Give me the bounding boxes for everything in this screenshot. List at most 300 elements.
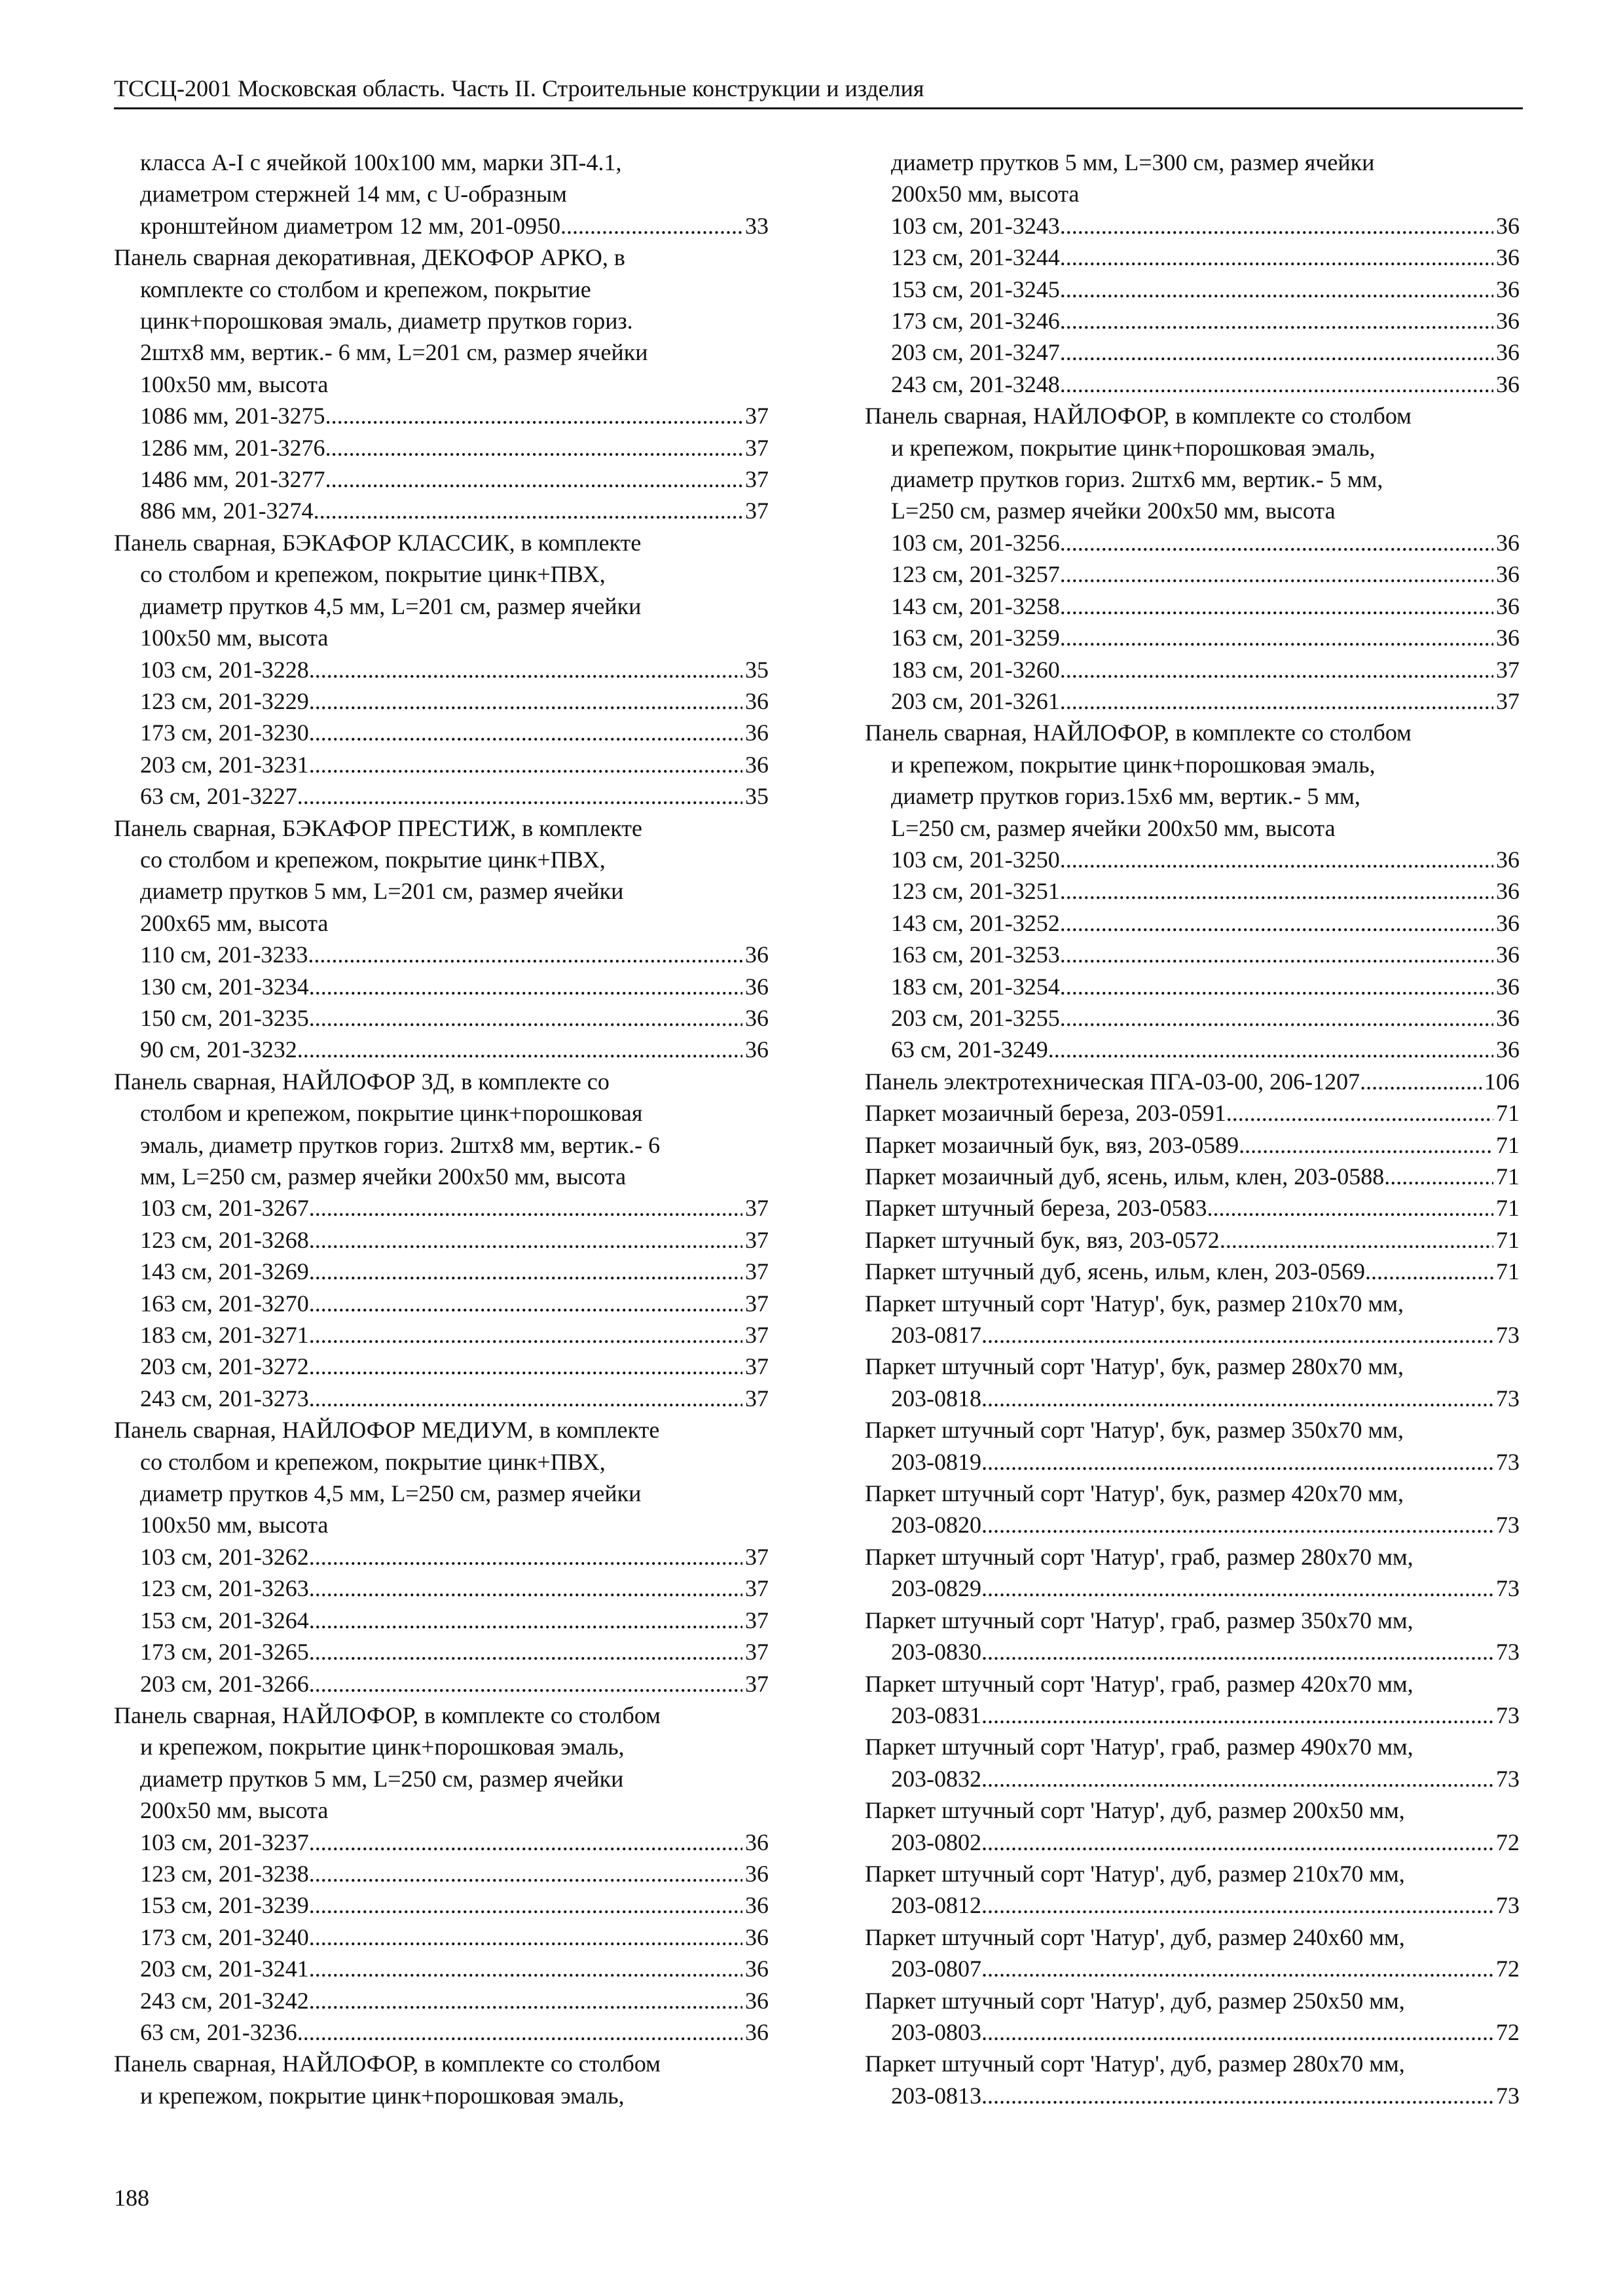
- dot-leader: [1060, 622, 1493, 653]
- entry-text-line: 200х65 мм, высота: [140, 909, 329, 936]
- sub-entry-label: 123 см, 201-3263: [140, 1575, 309, 1602]
- sub-entry: [114, 1288, 769, 1319]
- sub-entry: [114, 1224, 769, 1256]
- entry-leader-line: [865, 1827, 1520, 1858]
- page-reference: 37: [1496, 687, 1520, 714]
- dot-leader: [1060, 971, 1493, 1002]
- sub-entry-label: 123 см, 201-3229: [140, 687, 309, 714]
- entry-label: 203-0831: [891, 1702, 981, 1728]
- dot-leader: [1239, 1129, 1493, 1161]
- sub-entry: [114, 1605, 769, 1636]
- page-reference: 33: [745, 212, 769, 239]
- sub-entry-label: 203 см, 201-3261: [891, 687, 1060, 714]
- entry-text-line: Паркет штучный сорт 'Натур', дуб, размер 210х70 мм,: [865, 1860, 1405, 1887]
- entry-leader-line: [865, 2016, 1520, 2048]
- sub-entry-label: 123 см, 201-3268: [140, 1226, 309, 1253]
- sub-entry: [114, 1383, 769, 1414]
- page-reference: 37: [745, 1258, 769, 1285]
- index-entry: [865, 1795, 1520, 1858]
- entry-text-line: со столбом и крепежом, покрытие цинк+ПВХ,: [140, 1448, 606, 1475]
- entry-leader-line: [865, 1383, 1520, 1414]
- dot-leader: [309, 1288, 742, 1319]
- dot-leader: [309, 1383, 742, 1414]
- page-reference: 106: [1484, 1068, 1520, 1095]
- entry-text-line: диаметр прутков 5 мм, L=201 см, размер ячейки: [140, 878, 624, 905]
- sub-entry-label: 183 см, 201-3260: [891, 656, 1060, 683]
- entry-text-line: эмаль, диаметр прутков гориз. 2штх8 мм, вертик.- 6: [140, 1131, 661, 1158]
- entry-text-line: Паркет штучный сорт 'Натур', граб, размер 490х70 мм,: [865, 1734, 1413, 1760]
- sub-entry-label: 103 см, 201-3267: [140, 1195, 309, 1222]
- sub-entry-label: 150 см, 201-3235: [140, 1004, 309, 1031]
- sub-entry-label: 143 см, 201-3258: [891, 592, 1060, 619]
- page-reference: 36: [1496, 973, 1520, 1000]
- page-reference: 71: [1496, 1163, 1520, 1190]
- entry-label: Паркет штучный береза, 203-0583: [865, 1195, 1207, 1222]
- index-entry: [865, 1731, 1520, 1795]
- entry-text-line: Паркет штучный сорт 'Натур', бук, размер 350х70 мм,: [865, 1417, 1404, 1444]
- entry-text-line: 100х50 мм, высота: [140, 625, 329, 651]
- sub-entry-label: 103 см, 201-3228: [140, 656, 309, 683]
- page-reference: 36: [1496, 529, 1520, 556]
- page-reference: 36: [745, 2018, 769, 2045]
- sub-entry: [865, 369, 1520, 400]
- dot-leader: [1060, 369, 1493, 400]
- page-reference: 73: [1496, 1385, 1520, 1412]
- sub-entry-label: 103 см, 201-3262: [140, 1543, 309, 1570]
- page-reference: 36: [745, 1987, 769, 2014]
- sub-entry: [865, 685, 1520, 717]
- dot-leader: [309, 1541, 742, 1573]
- dot-leader: [309, 1224, 742, 1256]
- dot-leader: [560, 210, 742, 242]
- page-reference: 73: [1496, 1575, 1520, 1602]
- page-reference: 36: [745, 1923, 769, 1950]
- entry-text-line: диаметр прутков 5 мм, L=250 см, размер ячейки: [140, 1765, 624, 1792]
- sub-entry-label: 110 см, 201-3233: [140, 941, 308, 968]
- sub-entry: [865, 591, 1520, 622]
- sub-entry: [865, 558, 1520, 590]
- dot-leader: [981, 1827, 1493, 1858]
- page-reference: 36: [745, 1860, 769, 1887]
- dot-leader: [309, 1192, 742, 1224]
- dot-leader: [1060, 844, 1493, 875]
- page-reference: 37: [745, 466, 769, 493]
- entry-text-line: Паркет штучный сорт 'Натур', бук, размер 420х70 мм,: [865, 1480, 1404, 1507]
- page-reference: 73: [1496, 1639, 1520, 1666]
- sub-entry-label: 143 см, 201-3269: [140, 1258, 309, 1285]
- sub-entry: [114, 1573, 769, 1604]
- page-reference: 73: [1496, 1765, 1520, 1792]
- page-reference: 36: [1496, 878, 1520, 905]
- sub-entry: [114, 1034, 769, 1065]
- page-reference: 36: [1496, 339, 1520, 366]
- page-reference: 36: [1496, 592, 1520, 619]
- index-entry: [865, 1478, 1520, 1541]
- dot-leader: [1060, 305, 1493, 337]
- dot-leader: [981, 1509, 1493, 1540]
- sub-entry: [865, 527, 1520, 558]
- sub-entry-label: 163 см, 201-3259: [891, 625, 1060, 651]
- dot-leader: [1060, 558, 1493, 590]
- sub-entry-label: 63 см, 201-3227: [140, 783, 297, 810]
- dot-leader: [981, 1953, 1493, 1984]
- entry-text-line: диаметр прутков 5 мм, L=300 см, размер ячейки: [891, 149, 1375, 175]
- entry-label: 203-0818: [891, 1385, 981, 1412]
- page-reference: 36: [1496, 212, 1520, 239]
- page-reference: 36: [745, 1036, 769, 1063]
- dot-leader: [1060, 1002, 1493, 1034]
- page-reference: 37: [745, 1322, 769, 1349]
- sub-entry-label: 243 см, 201-3248: [891, 371, 1060, 397]
- entry-text-line: диаметр прутков 4,5 мм, L=250 см, размер ячейки: [140, 1480, 642, 1507]
- page-reference: 37: [1496, 656, 1520, 683]
- dot-leader: [1060, 654, 1493, 685]
- index-entry: [114, 1066, 769, 1414]
- page-reference: 72: [1496, 1829, 1520, 1855]
- page-reference: 73: [1496, 1892, 1520, 1919]
- dot-leader: [1060, 907, 1493, 939]
- index-entry: [865, 1605, 1520, 1668]
- dot-leader: [981, 1763, 1493, 1795]
- entry-text-line: и крепежом, покрытие цинк+порошковая эмаль,: [891, 434, 1376, 461]
- index-entry: [114, 527, 769, 812]
- entry-text-line: класса А-I с ячейкой 100х100 мм, марки ЗП-4.1,: [140, 149, 622, 175]
- entry-label: кронштейном диаметром 12 мм, 201-0950: [140, 212, 560, 239]
- dot-leader: [325, 400, 742, 431]
- dot-leader: [309, 685, 742, 717]
- sub-entry-label: 143 см, 201-3252: [891, 909, 1060, 936]
- dot-leader: [325, 432, 742, 464]
- dot-leader: [325, 464, 742, 495]
- sub-entry-label: 130 см, 201-3234: [140, 973, 309, 1000]
- entry-label: 203-0830: [891, 1639, 981, 1666]
- index-entry: [865, 1288, 1520, 1351]
- page-reference: 35: [745, 656, 769, 683]
- entry-leader-line: [114, 210, 769, 242]
- page-reference: 36: [1496, 276, 1520, 302]
- entry-text-line: Паркет штучный сорт 'Натур', граб, размер 420х70 мм,: [865, 1670, 1413, 1697]
- sub-entry: [114, 495, 769, 526]
- entry-label: Паркет штучный дуб, ясень, ильм, клен, 203-0569: [865, 1258, 1365, 1285]
- entry-text-line: столбом и крепежом, покрытие цинк+порошковая: [140, 1100, 643, 1127]
- sub-entry-label: 203 см, 201-3272: [140, 1353, 309, 1380]
- dot-leader: [1060, 242, 1493, 273]
- sub-entry: [865, 1034, 1520, 1065]
- sub-entry-label: 103 см, 201-3256: [891, 529, 1060, 556]
- page-reference: 36: [1496, 308, 1520, 335]
- sub-entry-label: 63 см, 201-3249: [891, 1036, 1048, 1063]
- entry-text-line: Паркет штучный сорт 'Натур', дуб, размер 250х50 мм,: [865, 1987, 1405, 2014]
- sub-entry-label: 153 см, 201-3239: [140, 1892, 309, 1919]
- dot-leader: [1220, 1224, 1493, 1256]
- sub-entry-label: 203 см, 201-3231: [140, 751, 309, 778]
- page-reference: 37: [745, 1290, 769, 1317]
- dot-leader: [309, 1858, 742, 1889]
- sub-entry: [114, 464, 769, 495]
- entry-leader-line: [865, 1573, 1520, 1604]
- page-reference: 36: [745, 1004, 769, 1031]
- page-reference: 36: [1496, 909, 1520, 936]
- dot-leader: [309, 1985, 742, 2016]
- entry-label: Панель электротехническая ПГА-03-00, 206-1207: [865, 1068, 1360, 1095]
- entry-text-line: Панель сварная, БЭКАФОР КЛАССИК, в комплекте: [114, 529, 642, 556]
- index-entry: [865, 1541, 1520, 1605]
- dot-leader: [309, 654, 742, 685]
- dot-leader: [308, 939, 742, 970]
- sub-entry-label: 123 см, 201-3238: [140, 1860, 309, 1887]
- sub-entry: [114, 971, 769, 1002]
- page-reference: 72: [1496, 1956, 1520, 1982]
- entry-leader-line: [865, 1256, 1520, 1287]
- sub-entry: [114, 1256, 769, 1287]
- entry-text-line: мм, L=250 см, размер ячейки 200х50 мм, высота: [140, 1163, 627, 1190]
- sub-entry: [114, 432, 769, 464]
- entry-leader-line: [865, 1224, 1520, 1256]
- entry-text-line: Паркет штучный сорт 'Натур', дуб, размер 280х70 мм,: [865, 2050, 1405, 2077]
- entry-leader-line: [865, 1066, 1520, 1097]
- sub-entry-label: 243 см, 201-3242: [140, 1987, 309, 2014]
- sub-entry: [865, 875, 1520, 907]
- entry-text-line: L=250 см, размер ячейки 200х50 мм, высота: [891, 814, 1336, 841]
- dot-leader: [981, 2016, 1493, 2048]
- entry-label: 203-0820: [891, 1512, 981, 1539]
- entry-label: Паркет штучный бук, вяз, 203-0572: [865, 1226, 1220, 1253]
- sub-entry: [114, 1827, 769, 1858]
- sub-entry-label: 183 см, 201-3271: [140, 1322, 309, 1349]
- dot-leader: [1060, 685, 1493, 717]
- page-reference: 36: [745, 720, 769, 746]
- dot-leader: [309, 1605, 742, 1636]
- sub-entry-label: 173 см, 201-3246: [891, 308, 1060, 335]
- dot-leader: [309, 749, 742, 780]
- dot-leader: [1360, 1066, 1482, 1097]
- page-reference: 37: [745, 1670, 769, 1697]
- page-reference: 36: [1496, 1004, 1520, 1031]
- entry-label: 203-0829: [891, 1575, 981, 1602]
- sub-entry: [114, 1541, 769, 1573]
- dot-leader: [981, 1319, 1493, 1351]
- dot-leader: [1048, 1034, 1493, 1065]
- entry-leader-line: [865, 1700, 1520, 1731]
- index-entry: [865, 1161, 1520, 1192]
- entry-label: 203-0813: [891, 2082, 981, 2109]
- sub-entry: [114, 1858, 769, 1889]
- entry-text-line: 200х50 мм, высота: [140, 1797, 329, 1824]
- sub-entry-label: 243 см, 201-3273: [140, 1385, 309, 1412]
- sub-entry: [114, 749, 769, 780]
- page-reference: 71: [1496, 1100, 1520, 1127]
- page-reference: 36: [1496, 371, 1520, 397]
- page-reference: 71: [1496, 1195, 1520, 1222]
- page-reference: 73: [1496, 1702, 1520, 1728]
- entry-text-line: Паркет штучный сорт 'Натур', дуб, размер 200х50 мм,: [865, 1797, 1405, 1824]
- index-entry: [865, 1351, 1520, 1414]
- index-entry: [865, 2048, 1520, 2111]
- page-reference: 36: [745, 1956, 769, 1982]
- index-entry: [865, 1224, 1520, 1256]
- index-entry: [865, 1097, 1520, 1129]
- index-entry: [865, 1858, 1520, 1922]
- entry-leader-line: [865, 1129, 1520, 1161]
- sub-entry-label: 886 мм, 201-3274: [140, 498, 314, 524]
- entry-text-line: Паркет штучный сорт 'Натур', бук, размер 280х70 мм,: [865, 1353, 1404, 1380]
- dot-leader: [309, 1319, 742, 1351]
- index-entry: [865, 147, 1520, 400]
- sub-entry: [114, 1922, 769, 1953]
- entry-leader-line: [865, 1763, 1520, 1795]
- entry-text-line: L=250 см, размер ячейки 200х50 мм, высота: [891, 498, 1336, 524]
- dot-leader: [1060, 527, 1493, 558]
- entry-text-line: Панель сварная, НАЙЛОФОР, в комплекте со столбом: [865, 403, 1412, 429]
- dot-leader: [1207, 1192, 1493, 1224]
- page-reference: 37: [745, 403, 769, 429]
- sub-entry: [865, 337, 1520, 368]
- sub-entry: [114, 2016, 769, 2048]
- entry-text-line: и крепежом, покрытие цинк+порошковая эмаль,: [891, 751, 1376, 778]
- entry-text-line: Паркет штучный сорт 'Натур', граб, размер 280х70 мм,: [865, 1543, 1413, 1570]
- entry-label: 203-0819: [891, 1448, 981, 1475]
- entry-text-line: 2штх8 мм, вертик.- 6 мм, L=201 см, размер ячейки: [140, 339, 648, 366]
- dot-leader: [309, 971, 742, 1002]
- page-reference: 36: [1496, 625, 1520, 651]
- sub-entry: [865, 844, 1520, 875]
- dot-leader: [309, 1953, 742, 1984]
- index-entry: [114, 147, 769, 242]
- page-reference: 73: [1496, 1512, 1520, 1539]
- entry-text-line: 200х50 мм, высота: [891, 181, 1080, 208]
- page-reference: 37: [745, 1607, 769, 1633]
- entry-text-line: Панель сварная, НАЙЛОФОР, в комплекте со столбом: [865, 720, 1412, 746]
- page-reference: 36: [745, 941, 769, 968]
- page-reference: 71: [1496, 1131, 1520, 1158]
- dot-leader: [314, 495, 742, 526]
- dot-leader: [1365, 1256, 1493, 1287]
- entry-text-line: Панель сварная, НАЙЛОФОР 3Д, в комплекте со: [114, 1068, 610, 1095]
- dot-leader: [297, 780, 742, 812]
- page-reference: 36: [1496, 846, 1520, 873]
- index-entry: [865, 1922, 1520, 1985]
- page-reference: 37: [745, 1575, 769, 1602]
- sub-entry-label: 203 см, 201-3266: [140, 1670, 309, 1697]
- sub-entry-label: 153 см, 201-3245: [891, 276, 1060, 302]
- page-reference: 71: [1496, 1226, 1520, 1253]
- dot-leader: [1060, 274, 1493, 305]
- sub-entry: [114, 717, 769, 748]
- sub-entry-label: 203 см, 201-3247: [891, 339, 1060, 366]
- sub-entry: [865, 654, 1520, 685]
- sub-entry: [865, 274, 1520, 305]
- page-reference: 73: [1496, 1448, 1520, 1475]
- sub-entry: [114, 1668, 769, 1700]
- dot-leader: [309, 1922, 742, 1953]
- entry-text-line: Панель сварная, НАЙЛОФОР МЕДИУМ, в комплекте: [114, 1417, 660, 1444]
- page-reference: 72: [1496, 2018, 1520, 2045]
- sub-entry-label: 1486 мм, 201-3277: [140, 466, 325, 493]
- sub-entry-label: 90 см, 201-3232: [140, 1036, 297, 1063]
- dot-leader: [1060, 875, 1493, 907]
- page-number: 188: [114, 2185, 149, 2211]
- index-entry: [865, 1192, 1520, 1224]
- sub-entry-label: 123 см, 201-3251: [891, 878, 1060, 905]
- sub-entry-label: 173 см, 201-3265: [140, 1639, 309, 1666]
- sub-entry: [114, 1002, 769, 1034]
- page-reference: 37: [745, 1639, 769, 1666]
- dot-leader: [1060, 591, 1493, 622]
- entry-text-line: со столбом и крепежом, покрытие цинк+ПВХ,: [140, 561, 606, 588]
- entry-text-line: Панель сварная, БЭКАФОР ПРЕСТИЖ, в комплекте: [114, 814, 642, 841]
- sub-entry: [865, 622, 1520, 653]
- entry-text-line: Паркет штучный сорт 'Натур', бук, размер 210х70 мм,: [865, 1290, 1404, 1317]
- sub-entry: [865, 242, 1520, 273]
- dot-leader: [309, 1351, 742, 1382]
- entry-text-line: 100х50 мм, высота: [140, 1512, 329, 1539]
- index-entry: [114, 1414, 769, 1700]
- sub-entry-label: 123 см, 201-3244: [891, 244, 1060, 271]
- page-reference: 36: [1496, 561, 1520, 588]
- sub-entry: [865, 210, 1520, 242]
- sub-entry-label: 153 см, 201-3264: [140, 1607, 309, 1633]
- index-entry: [865, 1129, 1520, 1161]
- page-reference: 36: [745, 1892, 769, 1919]
- index-entry: [865, 1066, 1520, 1097]
- page-reference: 37: [745, 1353, 769, 1380]
- entry-label: 203-0802: [891, 1829, 981, 1855]
- page-reference: 35: [745, 783, 769, 810]
- sub-entry: [865, 971, 1520, 1002]
- page-reference: 73: [1496, 2082, 1520, 2109]
- entry-leader-line: [865, 2080, 1520, 2111]
- sub-entry-label: 103 см, 201-3243: [891, 212, 1060, 239]
- page-reference: 36: [1496, 244, 1520, 271]
- entry-text-line: диаметром стержней 14 мм, с U-образным: [140, 181, 567, 208]
- sub-entry: [865, 1002, 1520, 1034]
- sub-entry-label: 123 см, 201-3257: [891, 561, 1060, 588]
- entry-text-line: диаметр прутков гориз. 2штх6 мм, вертик.- 5 мм,: [891, 466, 1383, 493]
- sub-entry: [114, 780, 769, 812]
- entry-text-line: и крепежом, покрытие цинк+порошковая эмаль,: [140, 1734, 625, 1760]
- entry-label: Паркет мозаичный бук, вяз, 203-0589: [865, 1131, 1239, 1158]
- dot-leader: [981, 1573, 1493, 1604]
- page-reference: 37: [745, 1195, 769, 1222]
- entry-text-line: Панель сварная, НАЙЛОФОР, в комплекте со столбом: [114, 1702, 661, 1728]
- entry-label: 203-0832: [891, 1765, 981, 1792]
- index-entry: [865, 717, 1520, 1065]
- entry-text-line: диаметр прутков 4,5 мм, L=201 см, размер ячейки: [140, 592, 642, 619]
- entry-text-line: со столбом и крепежом, покрытие цинк+ПВХ,: [140, 846, 606, 873]
- entry-text-line: диаметр прутков гориз.15х6 мм, вертик.- 5 мм,: [891, 783, 1360, 810]
- sub-entry: [114, 1985, 769, 2016]
- dot-leader: [309, 1636, 742, 1667]
- dot-leader: [1384, 1161, 1493, 1192]
- page-reference: 36: [745, 687, 769, 714]
- sub-entry: [114, 1953, 769, 1984]
- sub-entry: [865, 939, 1520, 970]
- page-reference: 36: [1496, 941, 1520, 968]
- dot-leader: [981, 1636, 1493, 1667]
- sub-entry: [114, 1192, 769, 1224]
- sub-entry-label: 173 см, 201-3240: [140, 1923, 309, 1950]
- index-entry: [865, 1414, 1520, 1478]
- dot-leader: [297, 1034, 742, 1065]
- dot-leader: [309, 1002, 742, 1034]
- dot-leader: [981, 1446, 1493, 1478]
- sub-entry: [114, 1319, 769, 1351]
- sub-entry-label: 1086 мм, 201-3275: [140, 403, 325, 429]
- dot-leader: [309, 717, 742, 748]
- entry-text-line: Панель сварная, НАЙЛОФОР, в комплекте со столбом: [114, 2050, 661, 2077]
- sub-entry: [114, 685, 769, 717]
- sub-entry: [865, 305, 1520, 337]
